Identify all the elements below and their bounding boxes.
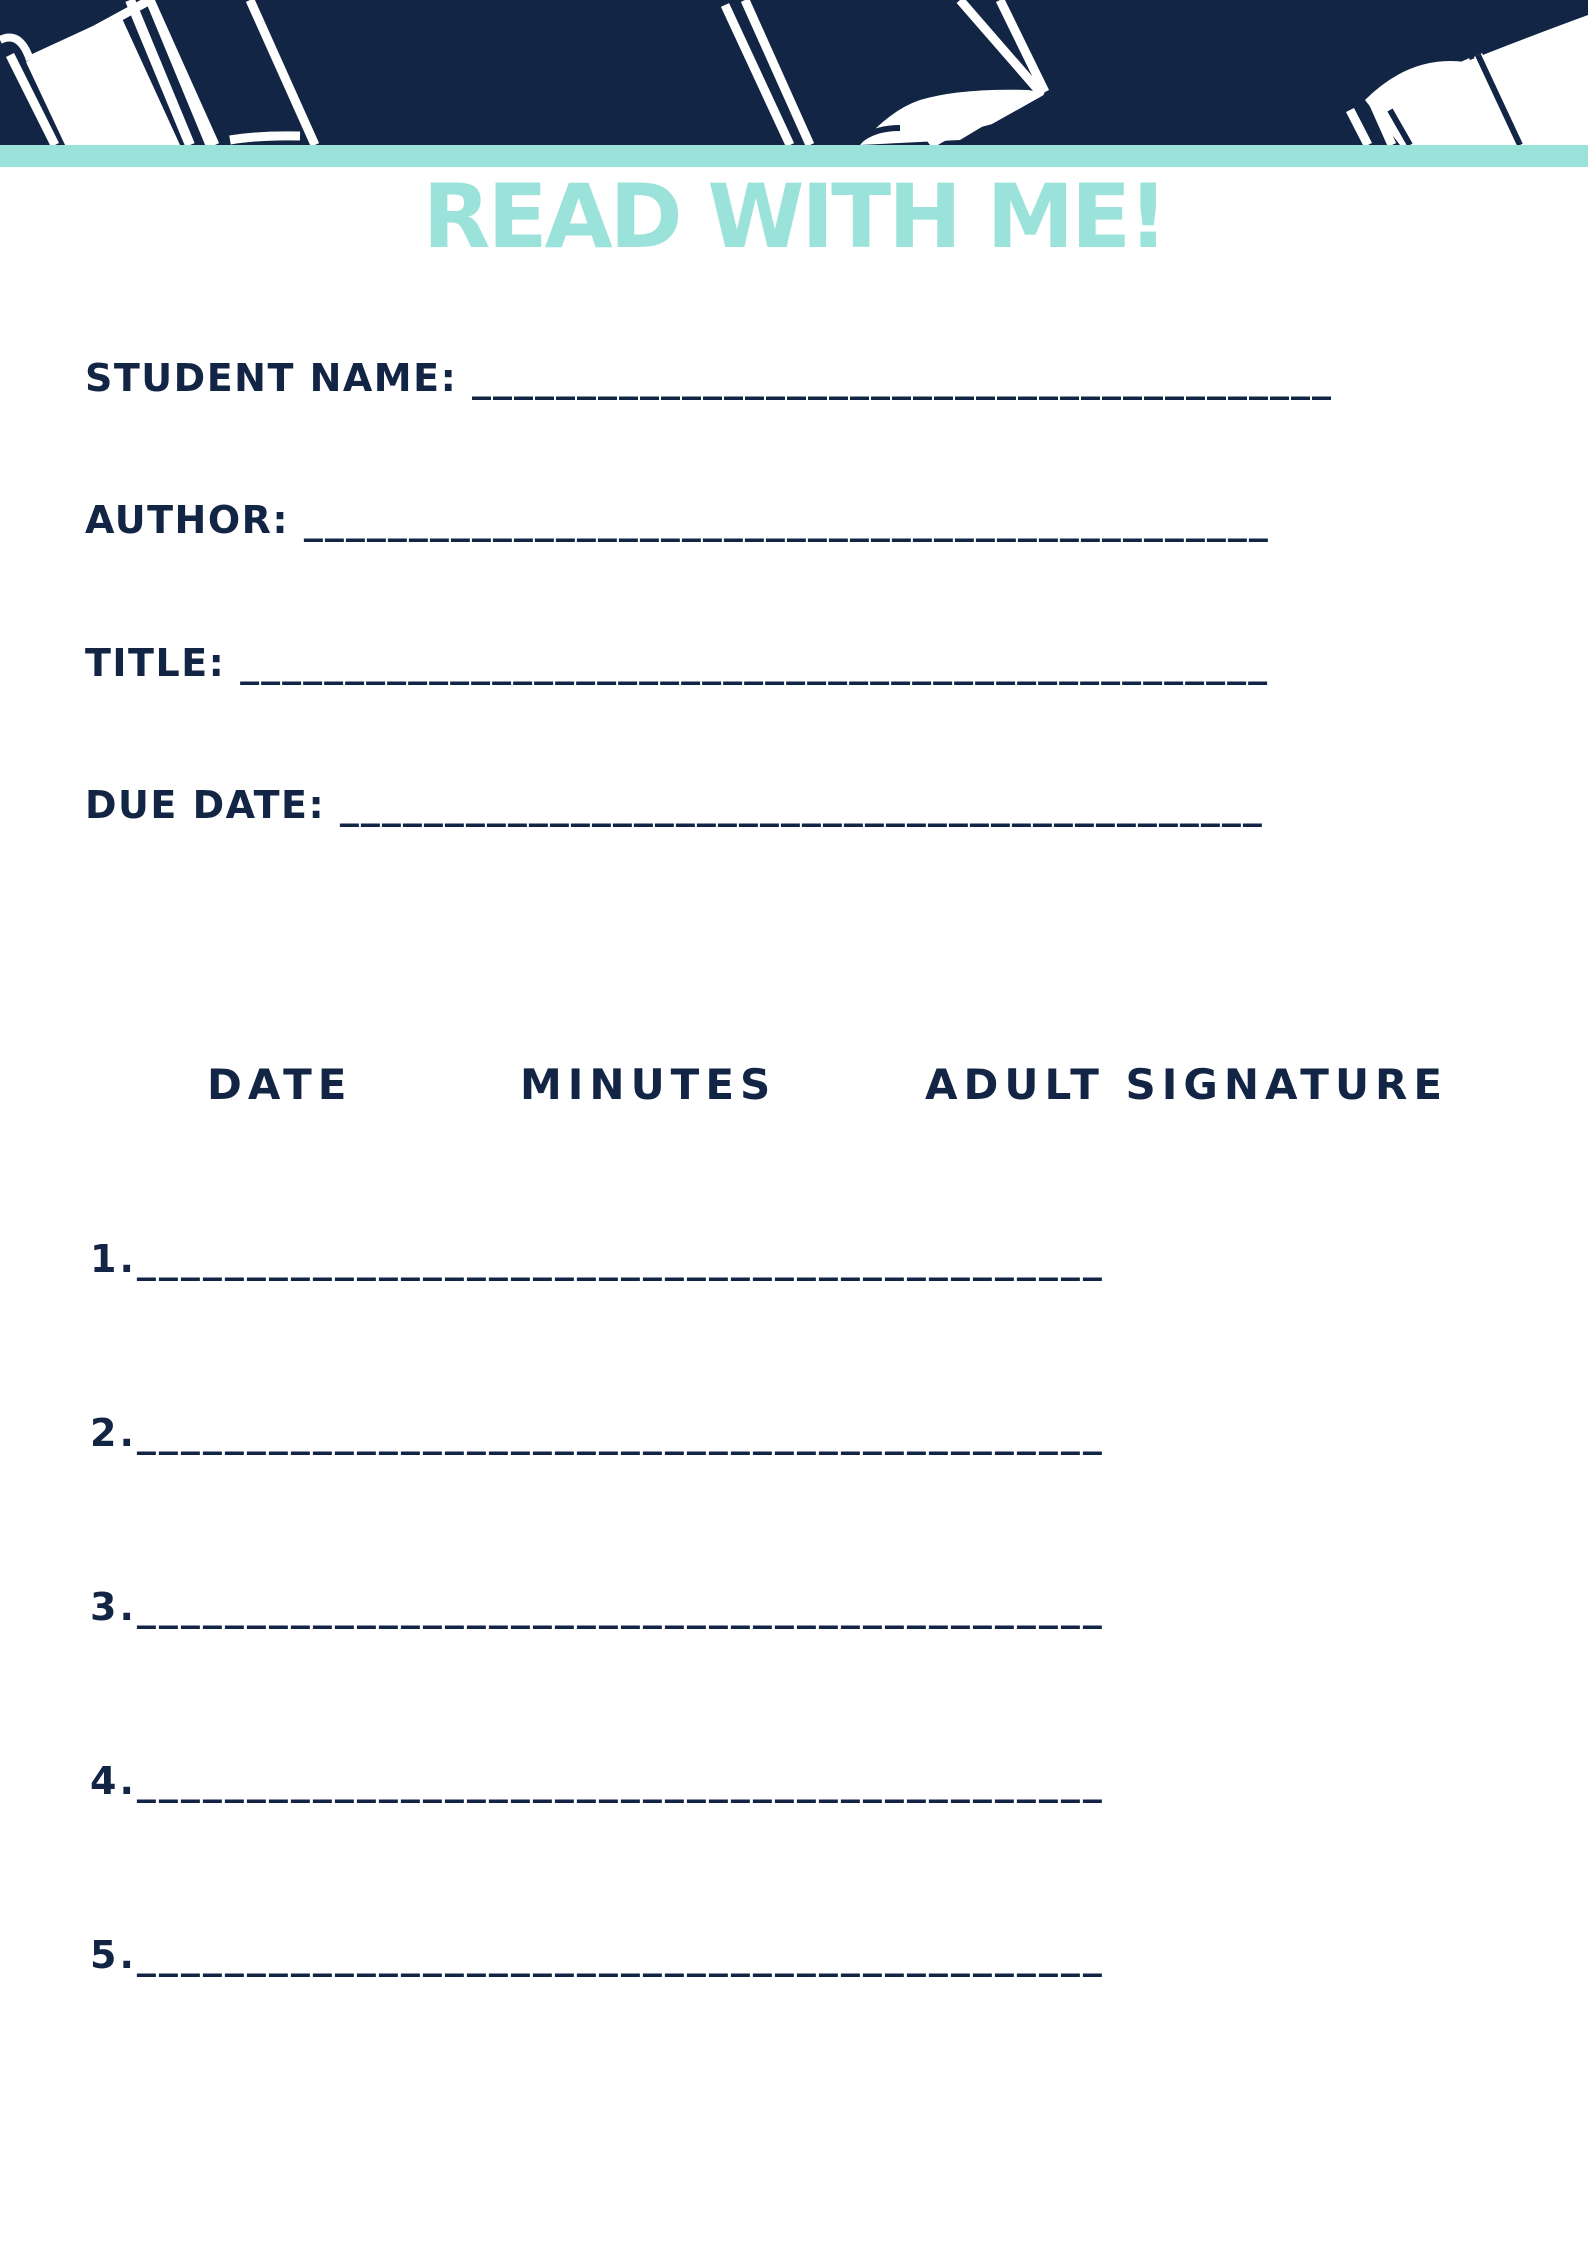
log-row[interactable] <box>90 1758 1490 1804</box>
row-number: 4. <box>90 1759 137 1803</box>
title-field[interactable] <box>85 640 1485 686</box>
field-blank-line[interactable]: _________________________________________ <box>472 356 1334 400</box>
row-blank-line[interactable]: ____________________________________________ <box>136 1759 1105 1803</box>
page-title: READ WITH ME! <box>422 165 1166 268</box>
field-label: STUDENT NAME: <box>85 356 458 400</box>
row-number: 3. <box>90 1585 137 1629</box>
log-row[interactable] <box>90 1584 1490 1630</box>
row-blank-line[interactable]: ____________________________________________ <box>136 1237 1105 1281</box>
field-label: DUE DATE: <box>85 783 326 827</box>
field-blank-line[interactable]: ______________________________________________ <box>303 498 1270 542</box>
author-field[interactable] <box>85 497 1485 543</box>
row-blank-line[interactable]: ____________________________________________ <box>136 1933 1105 1977</box>
column-header-minutes: MINUTES <box>520 1060 777 1109</box>
field-label: AUTHOR: <box>85 498 290 542</box>
log-row[interactable] <box>90 1236 1490 1282</box>
book-pattern <box>0 0 1588 145</box>
column-header-adult-signature: ADULT SIGNATURE <box>925 1060 1449 1109</box>
field-blank-line[interactable]: ____________________________________________ <box>339 783 1264 827</box>
book-page-fill <box>860 90 1040 145</box>
header-banner <box>0 0 1588 145</box>
log-row[interactable] <box>90 1410 1490 1456</box>
student-name-field[interactable] <box>85 355 1485 401</box>
row-number: 5. <box>90 1933 137 1977</box>
field-blank-line[interactable]: _________________________________________________ <box>240 641 1270 685</box>
row-blank-line[interactable]: ____________________________________________ <box>136 1585 1105 1629</box>
row-number: 2. <box>90 1411 137 1455</box>
row-blank-line[interactable]: ____________________________________________ <box>136 1411 1105 1455</box>
column-header-date: DATE <box>207 1060 353 1109</box>
log-row[interactable] <box>90 1932 1490 1978</box>
due-date-field[interactable] <box>85 782 1485 828</box>
row-number: 1. <box>90 1237 137 1281</box>
field-label: TITLE: <box>85 641 226 685</box>
